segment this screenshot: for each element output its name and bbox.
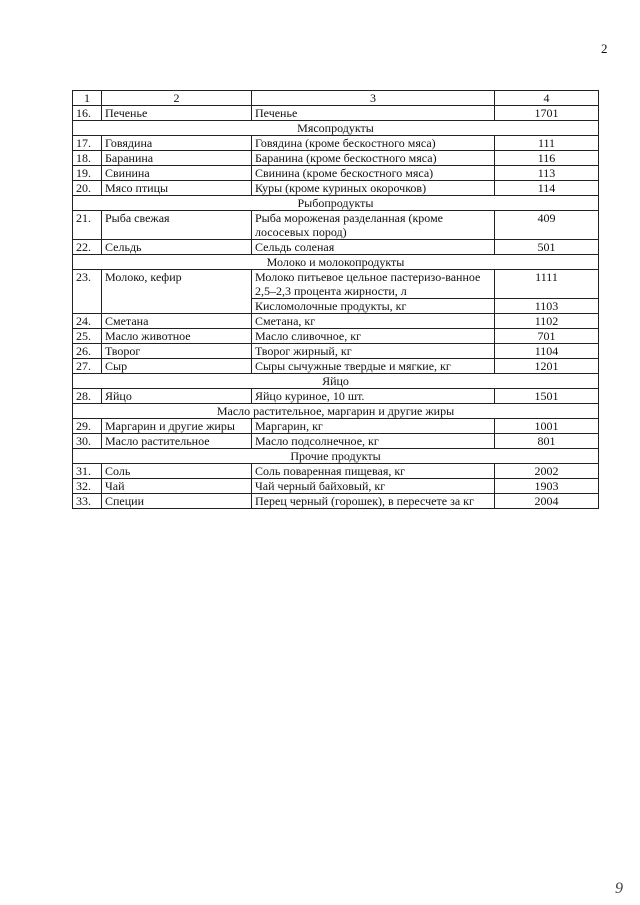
product-name: Куры (кроме куриных окорочков) <box>252 181 495 196</box>
page-number: 2 <box>601 41 608 56</box>
table-row <box>73 329 599 344</box>
product-code: 801 <box>495 434 599 449</box>
row-number: 27. <box>73 359 102 374</box>
section-header-row <box>73 374 599 389</box>
row-number: 33. <box>73 494 102 509</box>
product-code: 114 <box>495 181 599 196</box>
section-title: Мясопродукты <box>73 121 599 136</box>
product-group: Сельдь <box>102 240 252 255</box>
product-group: Яйцо <box>102 389 252 404</box>
product-code: 1201 <box>495 359 599 374</box>
section-header-row <box>73 121 599 136</box>
table-row <box>73 240 599 255</box>
food-basket-table <box>72 90 599 509</box>
product-code: 1701 <box>495 106 599 121</box>
product-name: Творог жирный, кг <box>252 344 495 359</box>
section-header-row <box>73 255 599 270</box>
table-row <box>73 389 599 404</box>
product-name: Перец черный (горошек), в пересчете за кг <box>252 494 495 509</box>
product-name: Говядина (кроме бескостного мяса) <box>252 136 495 151</box>
table-row <box>73 314 599 329</box>
row-number: 24. <box>73 314 102 329</box>
product-code: 701 <box>495 329 599 344</box>
table-row <box>73 166 599 181</box>
product-name: Яйцо куриное, 10 шт. <box>252 389 495 404</box>
table-row <box>73 181 599 196</box>
row-number: 18. <box>73 151 102 166</box>
table-row <box>73 151 599 166</box>
product-group: Молоко, кефир <box>102 270 252 314</box>
table-row <box>73 494 599 509</box>
row-number: 30. <box>73 434 102 449</box>
product-name: Свинина (кроме бескостного мяса) <box>252 166 495 181</box>
product-group: Мясо птицы <box>102 181 252 196</box>
product-code: 116 <box>495 151 599 166</box>
table-row <box>73 479 599 494</box>
table-header-row <box>73 91 599 106</box>
table-row <box>73 359 599 374</box>
product-name: Сметана, кг <box>252 314 495 329</box>
table-row <box>73 270 599 299</box>
product-code: 1102 <box>495 314 599 329</box>
row-number: 21. <box>73 211 102 240</box>
product-name: Кисломолочные продукты, кг <box>252 299 495 314</box>
product-code: 409 <box>495 211 599 240</box>
row-number: 26. <box>73 344 102 359</box>
row-number: 28. <box>73 389 102 404</box>
section-header-row <box>73 196 599 211</box>
product-code: 1104 <box>495 344 599 359</box>
product-name: Чай черный байховый, кг <box>252 479 495 494</box>
table-row <box>73 136 599 151</box>
row-number: 32. <box>73 479 102 494</box>
product-code: 111 <box>495 136 599 151</box>
row-number: 16. <box>73 106 102 121</box>
table-row <box>73 106 599 121</box>
product-group: Творог <box>102 344 252 359</box>
section-title: Прочие продукты <box>73 449 599 464</box>
column-header-2: 2 <box>102 91 252 106</box>
product-code: 1103 <box>495 299 599 314</box>
product-group: Рыба свежая <box>102 211 252 240</box>
row-number: 25. <box>73 329 102 344</box>
product-code: 113 <box>495 166 599 181</box>
row-number: 22. <box>73 240 102 255</box>
column-header-4: 4 <box>495 91 599 106</box>
product-group: Маргарин и другие жиры <box>102 419 252 434</box>
column-header-3: 3 <box>252 91 495 106</box>
product-name: Сельдь соленая <box>252 240 495 255</box>
table-row <box>73 344 599 359</box>
row-number: 31. <box>73 464 102 479</box>
product-code: 1903 <box>495 479 599 494</box>
row-number: 19. <box>73 166 102 181</box>
product-group: Печенье <box>102 106 252 121</box>
table-row <box>73 434 599 449</box>
product-code: 2002 <box>495 464 599 479</box>
row-number: 29. <box>73 419 102 434</box>
product-name: Рыба мороженая разделанная (кроме лососевых пород) <box>252 211 495 240</box>
product-code: 1501 <box>495 389 599 404</box>
section-title: Молоко и молокопродукты <box>73 255 599 270</box>
product-name: Молоко питьевое цельное пастеризо-ванное 2,5–2,3 процента жирности, л <box>252 270 495 299</box>
product-name: Сыры сычужные твердые и мягкие, кг <box>252 359 495 374</box>
product-name: Печенье <box>252 106 495 121</box>
product-group: Масло животное <box>102 329 252 344</box>
table-row <box>73 464 599 479</box>
product-group: Свинина <box>102 166 252 181</box>
section-header-row <box>73 404 599 419</box>
product-group: Чай <box>102 479 252 494</box>
handwritten-page-mark: 9 <box>615 880 623 897</box>
product-name: Маргарин, кг <box>252 419 495 434</box>
product-group: Специи <box>102 494 252 509</box>
section-title: Масло растительное, маргарин и другие жиры <box>73 404 599 419</box>
row-number: 20. <box>73 181 102 196</box>
table-row <box>73 211 599 240</box>
product-code: 2004 <box>495 494 599 509</box>
product-code: 501 <box>495 240 599 255</box>
product-code: 1111 <box>495 270 599 299</box>
product-group: Баранина <box>102 151 252 166</box>
product-group: Соль <box>102 464 252 479</box>
section-title: Яйцо <box>73 374 599 389</box>
product-name: Масло подсолнечное, кг <box>252 434 495 449</box>
product-group: Говядина <box>102 136 252 151</box>
section-title: Рыбопродукты <box>73 196 599 211</box>
product-group: Сметана <box>102 314 252 329</box>
section-header-row <box>73 449 599 464</box>
row-number: 23. <box>73 270 102 314</box>
column-header-1: 1 <box>73 91 102 106</box>
product-name: Баранина (кроме бескостного мяса) <box>252 151 495 166</box>
product-name: Масло сливочное, кг <box>252 329 495 344</box>
product-group: Сыр <box>102 359 252 374</box>
product-group: Масло растительное <box>102 434 252 449</box>
product-name: Соль поваренная пищевая, кг <box>252 464 495 479</box>
table-row <box>73 419 599 434</box>
row-number: 17. <box>73 136 102 151</box>
product-code: 1001 <box>495 419 599 434</box>
